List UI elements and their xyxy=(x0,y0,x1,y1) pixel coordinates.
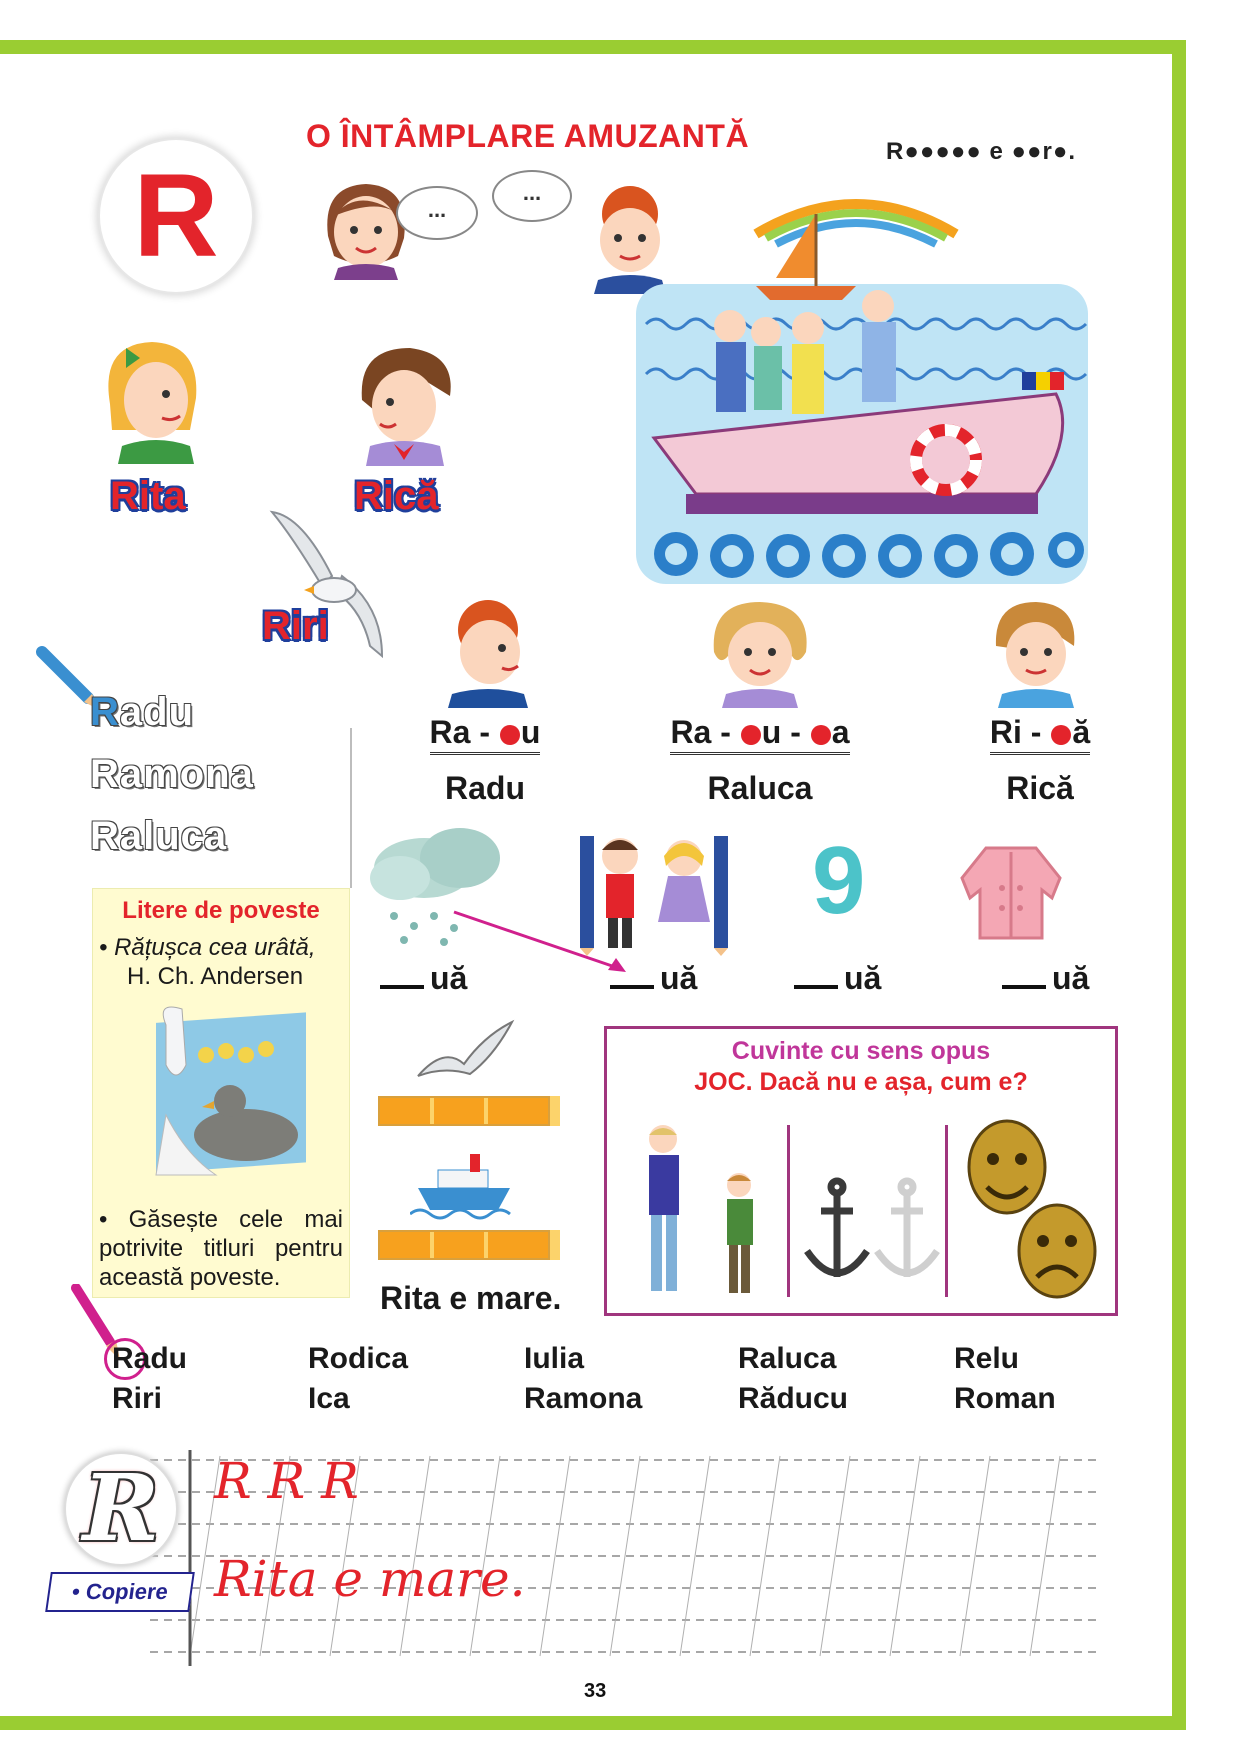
seagull-icon xyxy=(414,1016,516,1096)
story-book-title: • Rățușca cea urâtă, xyxy=(99,934,316,961)
page-border-right xyxy=(1172,40,1186,1730)
name-item: Ica xyxy=(308,1382,350,1415)
jacket-icon xyxy=(956,838,1066,948)
vertical-divider xyxy=(350,728,352,888)
syllable-text: Ri - xyxy=(989,714,1051,750)
story-task: • Găsește cele mai potrivite titluri pentru această poveste. xyxy=(99,1206,343,1291)
blank-word-1 xyxy=(380,960,467,997)
ugly-duckling-illustration xyxy=(126,1005,316,1185)
blank-line[interactable] xyxy=(794,985,838,989)
blank-suffix: uă xyxy=(660,960,698,996)
name-riri: Riri xyxy=(262,604,329,648)
missing-letter-dot xyxy=(741,725,761,745)
girl-face-illustration xyxy=(318,176,414,280)
blank-suffix: uă xyxy=(430,960,468,996)
divider xyxy=(787,1125,790,1297)
syllable-text: u xyxy=(520,714,541,750)
speech-bubble-2: ... xyxy=(492,170,572,222)
name-item: Raluca xyxy=(738,1342,837,1375)
rica-portrait xyxy=(354,340,458,466)
syllable-text: u - xyxy=(761,714,810,750)
missing-letter-dot xyxy=(1051,725,1071,745)
name-item: Radu xyxy=(112,1342,187,1375)
boat-scene-illustration xyxy=(636,194,1096,590)
blank-word-4 xyxy=(1002,960,1089,997)
cursive-letter: R xyxy=(82,1454,160,1562)
blank-word-2 xyxy=(610,960,697,997)
name-item: Riri xyxy=(112,1382,163,1415)
blank-line[interactable] xyxy=(1002,985,1046,989)
missing-letter-dot xyxy=(811,725,831,745)
syllables-radu xyxy=(410,714,560,751)
name-item: Rodica xyxy=(308,1342,409,1375)
story-box xyxy=(92,888,350,1298)
lesson-letter-badge xyxy=(100,140,252,292)
traced-first-letter: R xyxy=(90,690,120,734)
ship-icon xyxy=(410,1140,518,1220)
syllables-raluca xyxy=(640,714,880,751)
opposites-title: Cuvinte cu sens opus xyxy=(731,1037,991,1065)
outline-name-radu-rest: adu xyxy=(119,690,195,734)
lesson-letter: R xyxy=(133,150,219,282)
name-item: Relu xyxy=(954,1342,1020,1375)
page-title: O ÎNTÂMPLARE AMUZANTĂ xyxy=(306,118,750,154)
page-border-top xyxy=(0,40,1186,54)
divider xyxy=(945,1125,948,1297)
syllable-text: a xyxy=(831,714,850,750)
outline-name-radu xyxy=(90,690,194,735)
blank-suffix: uă xyxy=(844,960,882,996)
opposites-game-box xyxy=(604,1026,1118,1316)
comedy-tragedy-masks-icon xyxy=(957,1117,1107,1307)
raluca-portrait xyxy=(708,596,812,708)
syllable-text: Ra - xyxy=(429,714,499,750)
blank-line[interactable] xyxy=(610,985,654,989)
example-sentence: Rita e mare. xyxy=(380,1280,562,1316)
outline-name-ramona: Ramona xyxy=(90,752,254,796)
missing-letter-dot xyxy=(500,725,520,745)
rica-small-portrait xyxy=(990,596,1080,708)
syllable-text: Ra - xyxy=(670,714,740,750)
tall-and-short-boys-illustration xyxy=(627,1121,777,1301)
dark-and-light-anchors-icon xyxy=(803,1177,943,1297)
name-item: Iulia xyxy=(524,1342,585,1375)
syllables-rica xyxy=(970,714,1110,751)
name-item: Ramona xyxy=(524,1382,643,1415)
blank-suffix: uă xyxy=(1052,960,1090,996)
word-raluca: Raluca xyxy=(707,770,813,806)
word-boxes-ship xyxy=(378,1230,550,1260)
page-number: 33 xyxy=(584,1680,607,1702)
name-item: Roman xyxy=(954,1382,1056,1415)
name-rica: Rică xyxy=(354,474,439,518)
speech-bubble-1: ... xyxy=(396,186,478,240)
word-rica: Rică xyxy=(1006,770,1074,806)
syllable-text: ă xyxy=(1072,714,1091,750)
word-radu: Radu xyxy=(445,770,525,806)
blank-word-3 xyxy=(794,960,881,997)
page-border-bottom xyxy=(0,1716,1186,1730)
cursive-line-2: Rita e mare. xyxy=(214,1550,526,1608)
number-nine: 9 xyxy=(812,827,866,934)
name-item: Răducu xyxy=(738,1382,849,1415)
hidden-sentence: R●●●●● e ●●r●. xyxy=(886,138,1076,165)
cursive-line-1: R R R xyxy=(214,1452,359,1510)
rita-portrait xyxy=(100,334,204,464)
name-rita: Rita xyxy=(110,474,186,518)
cursive-letter-badge xyxy=(66,1454,176,1564)
outline-name-raluca: Raluca xyxy=(90,814,228,858)
story-heading: Litere de poveste xyxy=(122,897,320,924)
copy-label: • Copiere xyxy=(45,1572,195,1612)
blank-line[interactable] xyxy=(380,985,424,989)
word-boxes-seagull xyxy=(378,1096,550,1126)
radu-portrait xyxy=(438,596,538,708)
children-pencils-illustration xyxy=(574,826,734,956)
opposites-subtitle: JOC. Dacă nu e așa, cum e? xyxy=(694,1068,1028,1096)
story-author: H. Ch. Andersen xyxy=(127,963,304,990)
